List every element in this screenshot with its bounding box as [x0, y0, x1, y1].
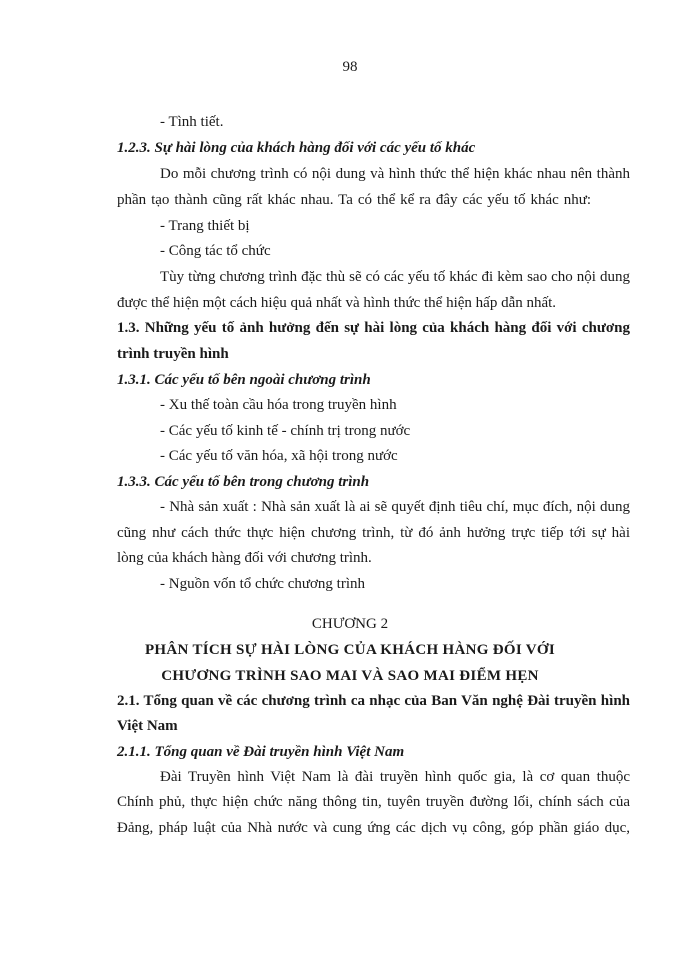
paragraph-line: phần tạo thành cũng rất khác nhau. Ta có thể kể ra đây các yếu tố khác như:	[117, 192, 591, 208]
paragraph-line: Đài Truyền hình Việt Nam là đài truyền hình quốc gia, là cơ quan thuộc	[160, 769, 630, 785]
paragraph-line: - Nhà sản xuất : Nhà sản xuất là ai sẽ quyết định tiêu chí, mục đích, nội dung	[160, 499, 630, 515]
paragraph-line: Chính phủ, thực hiện chức năng thông tin, tuyên truyền đường lối, chính sách của	[117, 794, 630, 810]
section-heading-1-3-3: 1.3.3. Các yếu tố bên trong chương trình	[117, 474, 370, 490]
chapter-title-line: PHÂN TÍCH SỰ HÀI LÒNG CỦA KHÁCH HÀNG ĐỐI VỚI	[144, 642, 556, 658]
section-heading-2-1: 2.1. Tổng quan về các chương trình ca nhạc của Ban Văn nghệ Đài truyền hình	[117, 693, 630, 709]
chapter-label: CHƯƠNG 2	[311, 616, 389, 632]
paragraph-line: được thể hiện một cách hiệu quả nhất và hình thức thể hiện hấp dẫn nhất.	[117, 295, 557, 311]
paragraph-line: Đảng, pháp luật của Nhà nước và cung ứng các dịch vụ công, góp phần giáo dục,	[117, 820, 630, 836]
section-heading-1-3-cont: trình truyền hình	[117, 346, 229, 362]
list-item: - Nguồn vốn tổ chức chương trình	[160, 576, 365, 592]
list-item: - Trang thiết bị	[160, 218, 250, 234]
section-heading-1-3: 1.3. Những yếu tố ảnh hưởng đến sự hài lòng của khách hàng đối với chương	[117, 320, 630, 336]
section-heading-2-1-cont: Việt Nam	[117, 718, 178, 734]
paragraph-line: cũng như cách thức thực hiện chương trình, từ đó ảnh hưởng trực tiếp tới sự hài	[117, 525, 630, 541]
list-item: - Xu thế toàn cầu hóa trong truyền hình	[160, 397, 397, 413]
paragraph-line: Do mỗi chương trình có nội dung và hình thức thể hiện khác nhau nên thành	[160, 166, 630, 182]
list-item: - Các yếu tố văn hóa, xã hội trong nước	[160, 448, 398, 464]
list-item: - Các yếu tố kinh tế - chính trị trong nước	[160, 423, 411, 439]
section-heading-1-3-1: 1.3.1. Các yếu tố bên ngoài chương trình	[117, 372, 371, 388]
section-heading-1-2-3: 1.2.3. Sự hài lòng của khách hàng đối với các yếu tố khác	[117, 140, 476, 156]
paragraph-line: Tùy từng chương trình đặc thù sẽ có các yếu tố khác đi kèm sao cho nội dung	[160, 269, 630, 285]
paragraph-line: lòng của khách hàng đối với chương trình.	[117, 550, 372, 566]
list-item: - Công tác tổ chức	[160, 243, 271, 259]
chapter-title-line: CHƯƠNG TRÌNH SAO MAI VÀ SAO MAI ĐIỂM HẸN	[161, 668, 539, 684]
paragraph-line: - Tình tiết.	[160, 114, 224, 130]
page-number: 98	[342, 59, 358, 75]
section-heading-2-1-1: 2.1.1. Tổng quan về Đài truyền hình Việt Nam	[117, 744, 405, 760]
